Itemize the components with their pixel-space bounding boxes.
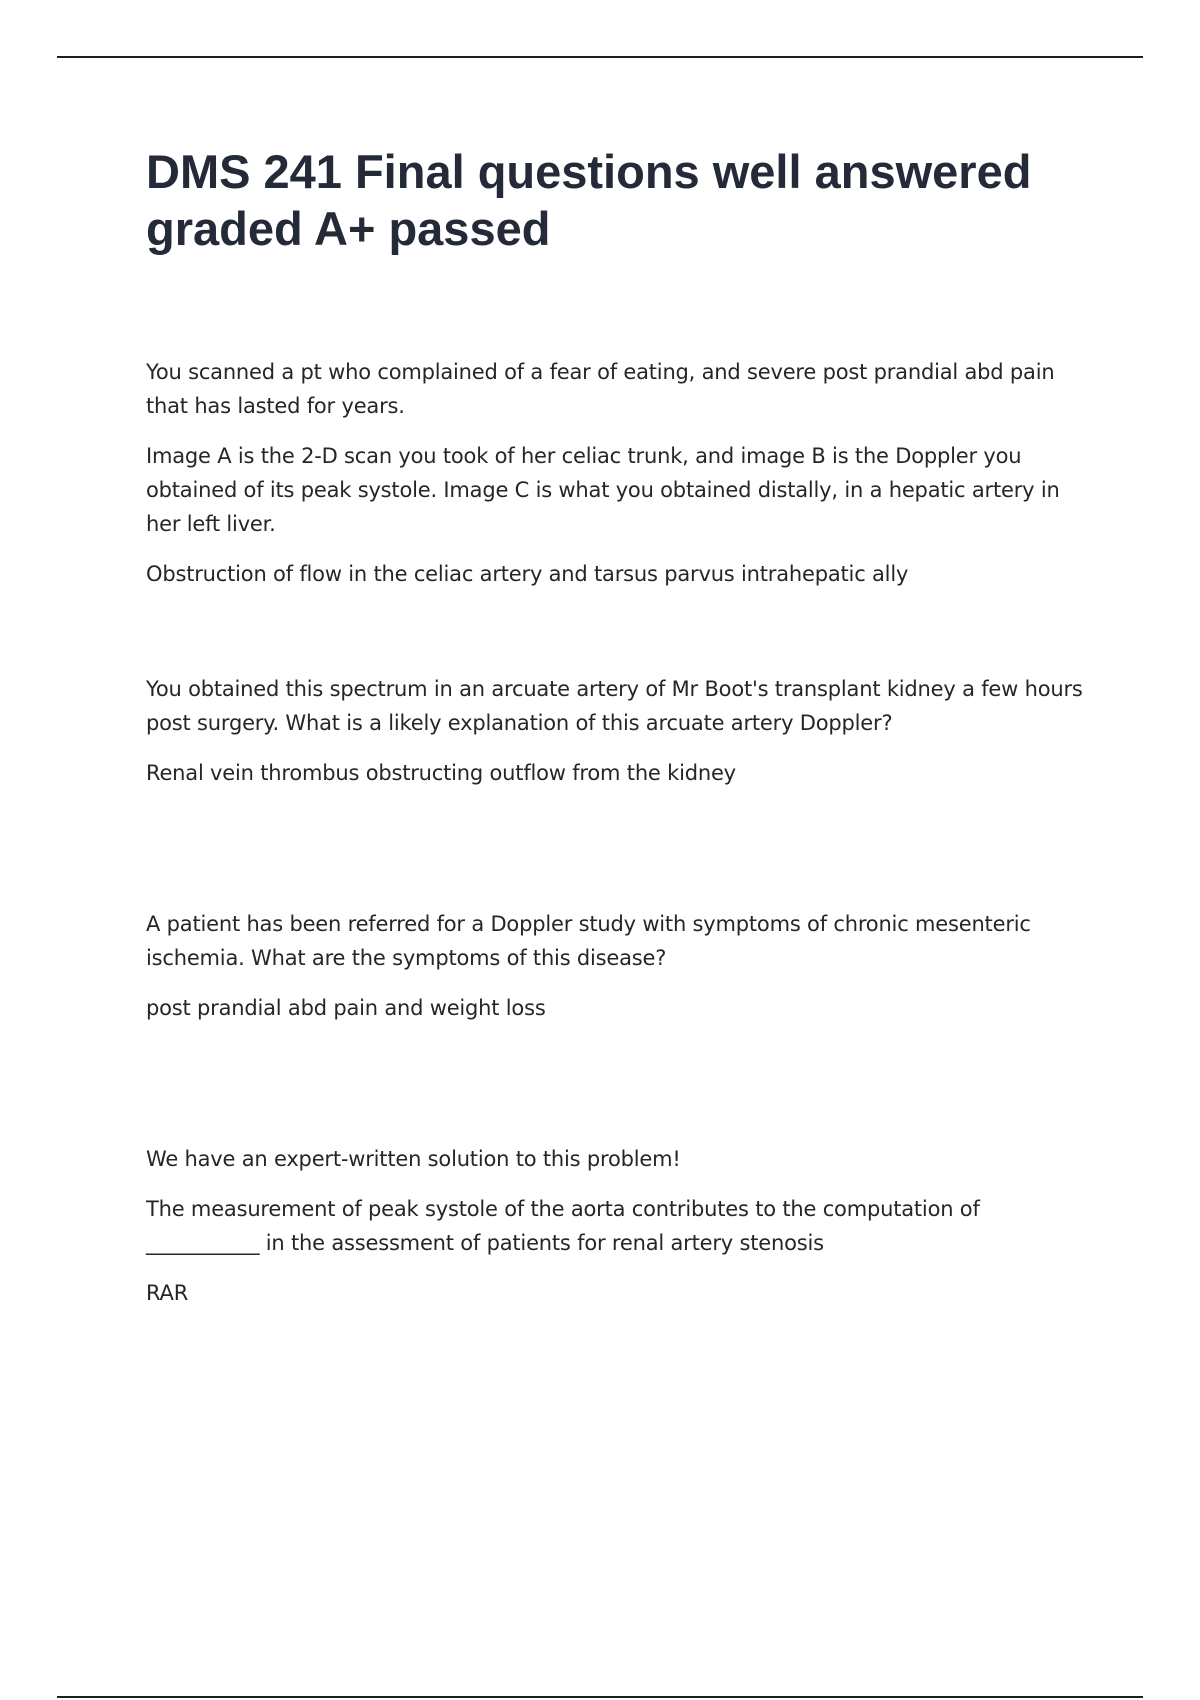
qa-block xyxy=(146,1142,1096,1326)
document-title: DMS 241 Final questions well answered graded A+ passed xyxy=(146,145,1032,255)
bottom-rule xyxy=(57,1696,1143,1698)
answer-text: Obstruction of flow in the celiac artery and tarsus parvus intrahepatic ally xyxy=(146,562,909,586)
qa-block xyxy=(146,355,1096,607)
answer-text: RAR xyxy=(146,1281,189,1305)
answer-text: Renal vein thrombus obstructing outflow from the kidney xyxy=(146,761,736,785)
qa-block xyxy=(146,672,1096,806)
top-rule xyxy=(57,56,1143,58)
note-text: We have an expert-written solution to this problem! xyxy=(146,1147,681,1171)
question-text: You scanned a pt who complained of a fear of eating, and severe post prandial abd pain that has lasted for years. xyxy=(146,360,1055,418)
qa-block xyxy=(146,907,1096,1041)
question-text: You obtained this spectrum in an arcuate artery of Mr Boot's transplant kidney a few hours post surgery. What is a likely explanation of this arcuate artery Doppler? xyxy=(146,677,1083,735)
question-text: A patient has been referred for a Doppler study with symptoms of chronic mesenteric ischemia. What are the symptoms of this disease? xyxy=(146,912,1031,970)
question-text: The measurement of peak systole of the aorta contributes to the computation of ___________ in the assessment of patients for renal artery stenosis xyxy=(146,1197,980,1255)
answer-text: post prandial abd pain and weight loss xyxy=(146,996,546,1020)
question-text: Image A is the 2-D scan you took of her celiac trunk, and image B is the Doppler you obtained of its peak systole. Image C is what you obtained distally, in a hepatic artery in her left liver. xyxy=(146,444,1060,536)
